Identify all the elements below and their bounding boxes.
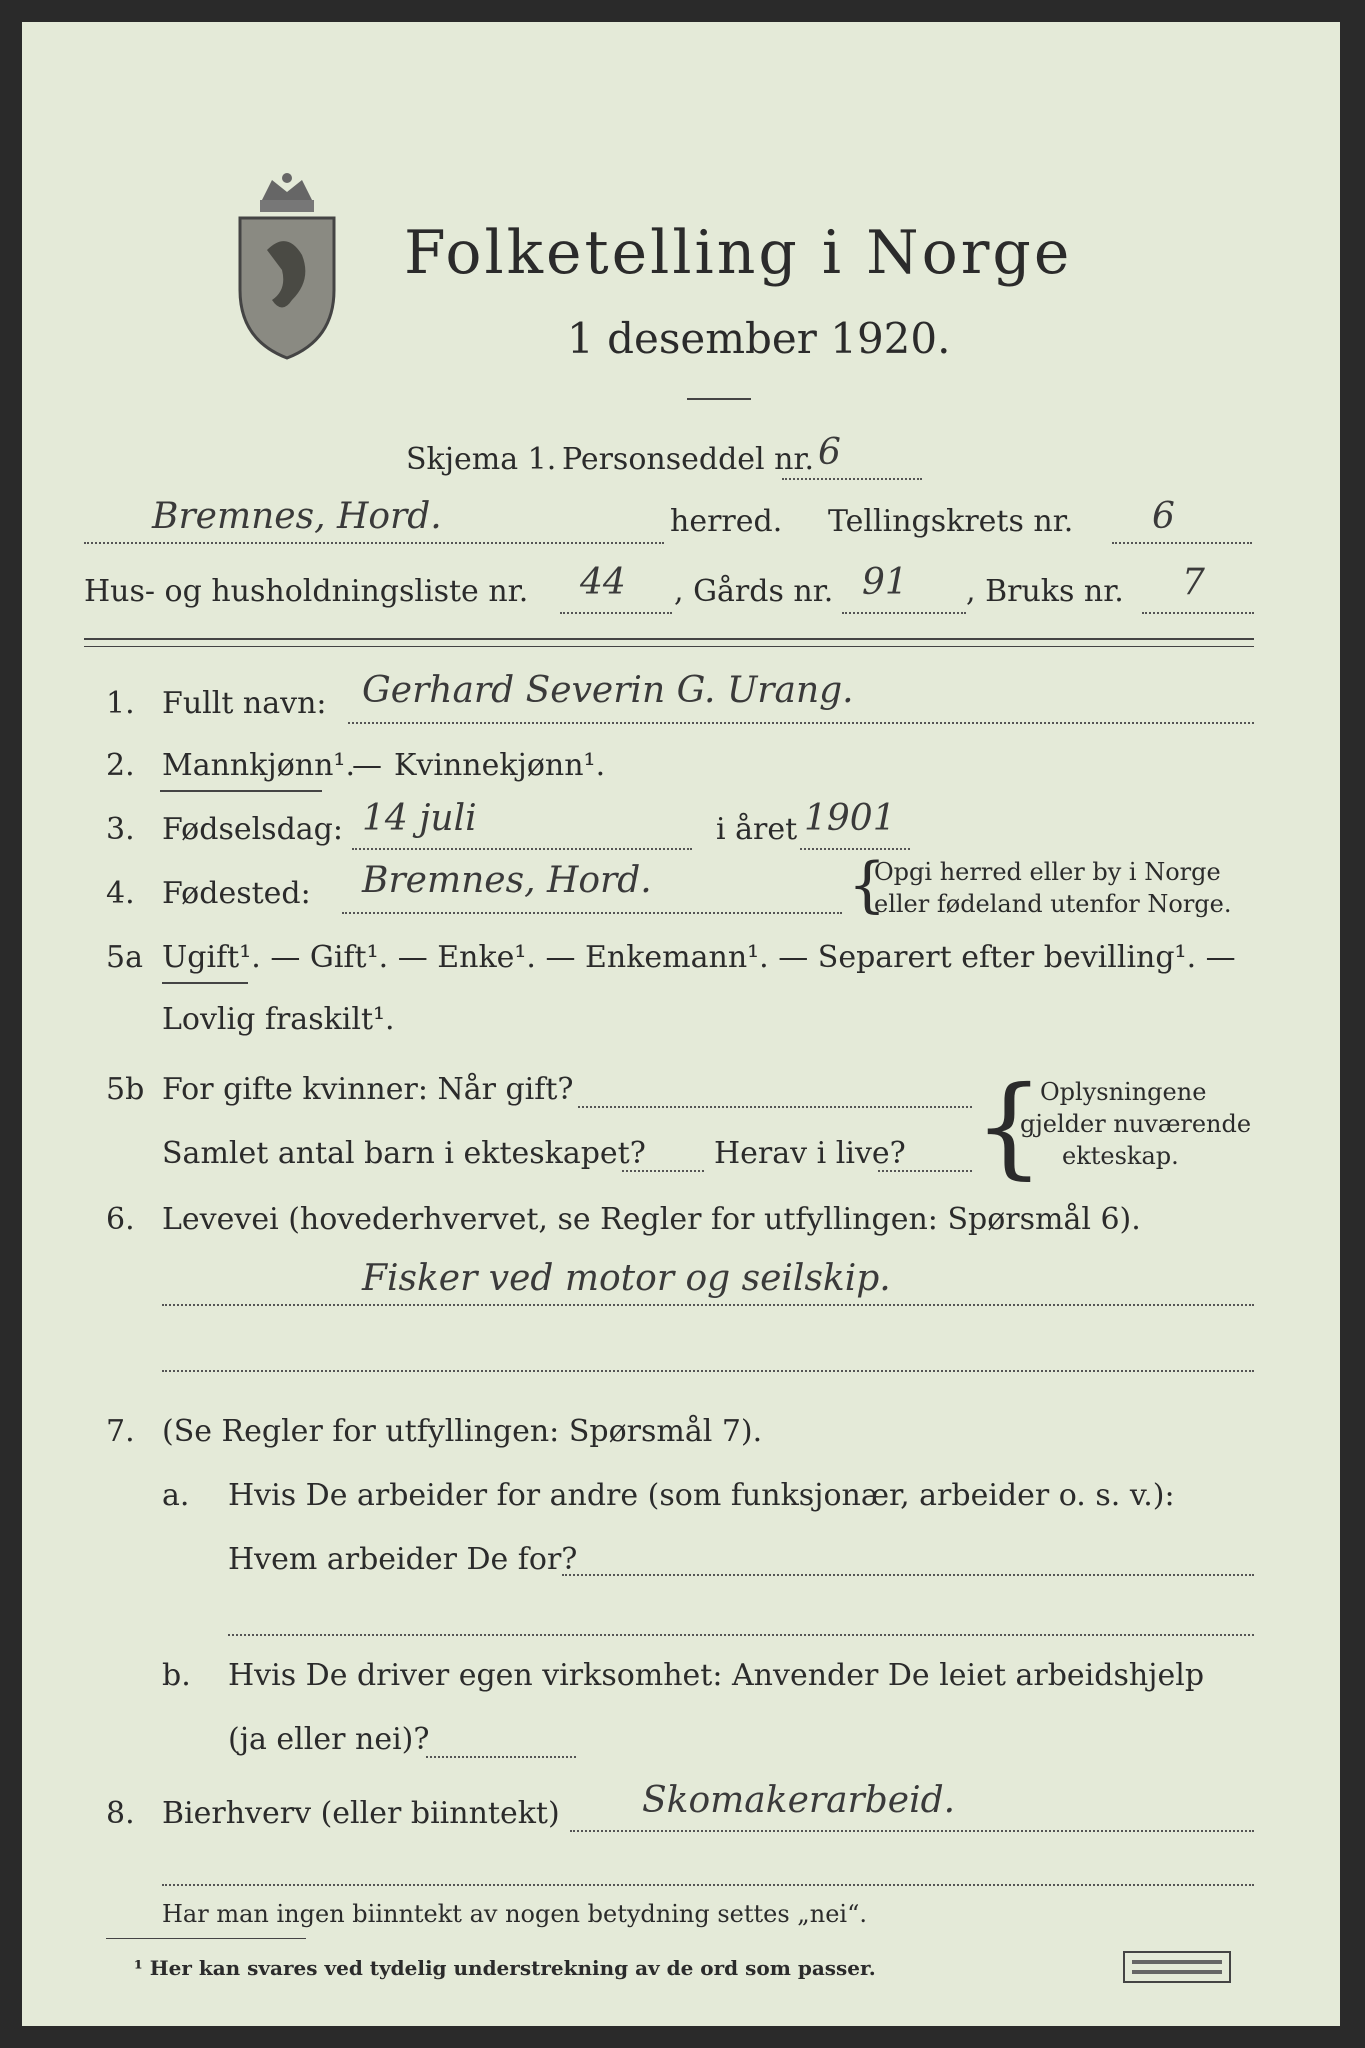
- q4-brace: {: [848, 850, 887, 920]
- bruks-label: , Bruks nr.: [966, 574, 1124, 609]
- title-divider: [687, 398, 751, 400]
- q8-number: 8.: [106, 1796, 135, 1831]
- ugift-selected-underline: [162, 982, 248, 984]
- q4-number: 4.: [106, 876, 135, 911]
- q2-separator: —: [352, 748, 382, 783]
- birth-day-value[interactable]: 14 juli: [362, 798, 477, 839]
- q5b-note-line3: ekteskap.: [1062, 1142, 1179, 1170]
- female-option[interactable]: Kvinnekjønn¹.: [394, 748, 606, 783]
- q5b-brace: {: [974, 1062, 1044, 1190]
- q7a-label: Hvis De arbeider for andre (som funksjonær, arbeider o. s. v.):: [228, 1478, 1175, 1513]
- q2-number: 2.: [106, 748, 135, 783]
- q1-number: 1.: [106, 686, 135, 721]
- header-rule-2: [84, 646, 1254, 647]
- header-rule-1: [84, 638, 1254, 640]
- male-selected-underline: [160, 790, 322, 792]
- husliste-label: Hus- og husholdningsliste nr.: [84, 574, 529, 609]
- occupation-value[interactable]: Fisker ved motor og seilskip.: [362, 1258, 891, 1299]
- q5b-note-line1: Oplysningene: [1040, 1078, 1207, 1106]
- q1-label: Fullt navn:: [162, 686, 327, 721]
- q5b-number: 5b: [106, 1072, 145, 1107]
- q5b-children-label: Samlet antal barn i ekteskapet?: [162, 1136, 646, 1171]
- husliste-value[interactable]: 44: [580, 562, 626, 603]
- q4-note-line1: Opgi herred eller by i Norge: [874, 858, 1221, 886]
- q5b-alive-label: Herav i live?: [714, 1136, 906, 1171]
- q5a-number: 5a: [106, 940, 143, 975]
- q3-label: Fødselsdag:: [162, 812, 343, 847]
- q7a-number: a.: [162, 1478, 190, 1513]
- form-title: Folketelling i Norge: [404, 218, 1073, 288]
- marital-status-options[interactable]: Ugift¹. — Gift¹. — Enke¹. — Enkemann¹. — Separert efter bevilling¹. —: [162, 940, 1236, 975]
- q7b-number: b.: [162, 1658, 191, 1693]
- herred-label: herred.: [670, 504, 783, 539]
- bruks-value[interactable]: 7: [1182, 562, 1205, 603]
- census-form: [22, 22, 1340, 2026]
- birthplace-value[interactable]: Bremnes, Hord.: [362, 860, 652, 901]
- norwegian-coat-of-arms-icon: [232, 170, 342, 360]
- birth-year-value[interactable]: 1901: [804, 798, 896, 839]
- full-name-value[interactable]: Gerhard Severin G. Urang.: [362, 670, 854, 711]
- q5b-label: For gifte kvinner: Når gift?: [162, 1072, 574, 1107]
- gards-label: , Gårds nr.: [674, 574, 834, 609]
- q7-number: 7.: [106, 1414, 135, 1449]
- q3-year-label: i året: [716, 812, 798, 847]
- footer-note: Har man ingen biinntekt av nogen betydning settes „nei“.: [162, 1900, 867, 1928]
- herred-value[interactable]: Bremnes, Hord.: [152, 496, 442, 537]
- q6-number: 6.: [106, 1202, 135, 1237]
- q5b-note-line2: gjelder nuværende: [1020, 1110, 1252, 1138]
- gards-value[interactable]: 91: [862, 562, 908, 603]
- footnote-rule: [106, 1938, 306, 1939]
- q7b-yesno-label: (ja eller nei)?: [228, 1722, 430, 1757]
- q4-label: Fødested:: [162, 876, 311, 911]
- tellingskrets-label: Tellingskrets nr.: [828, 504, 1074, 539]
- personseddel-value[interactable]: 6: [818, 432, 841, 473]
- q4-note-line2: eller fødeland utenfor Norge.: [874, 890, 1232, 918]
- q7-label: (Se Regler for utfyllingen: Spørsmål 7).: [162, 1414, 763, 1449]
- q7a-employer-label: Hvem arbeider De for?: [228, 1542, 578, 1577]
- personseddel-label: Personseddel nr.: [562, 442, 815, 477]
- q7b-label: Hvis De driver egen virksomhet: Anvender De leiet arbeidshjelp: [228, 1658, 1205, 1693]
- schema-label: Skjema 1.: [406, 442, 557, 477]
- side-income-value[interactable]: Skomakerarbeid.: [642, 1780, 956, 1821]
- male-option[interactable]: Mannkjønn¹.: [162, 748, 355, 783]
- q3-number: 3.: [106, 812, 135, 847]
- tellingskrets-value[interactable]: 6: [1152, 496, 1175, 537]
- q6-label: Levevei (hovederhvervet, se Regler for utfyllingen: Spørsmål 6).: [162, 1202, 1141, 1237]
- q8-label: Bierhverv (eller biinntekt): [162, 1796, 560, 1831]
- printer-stamp-icon: [1122, 1950, 1232, 1984]
- marital-status-options-cont[interactable]: Lovlig fraskilt¹.: [162, 1002, 395, 1037]
- census-date: 1 desember 1920.: [567, 314, 951, 363]
- footnote: ¹ Her kan svares ved tydelig understrekning av de ord som passer.: [134, 1956, 876, 1980]
